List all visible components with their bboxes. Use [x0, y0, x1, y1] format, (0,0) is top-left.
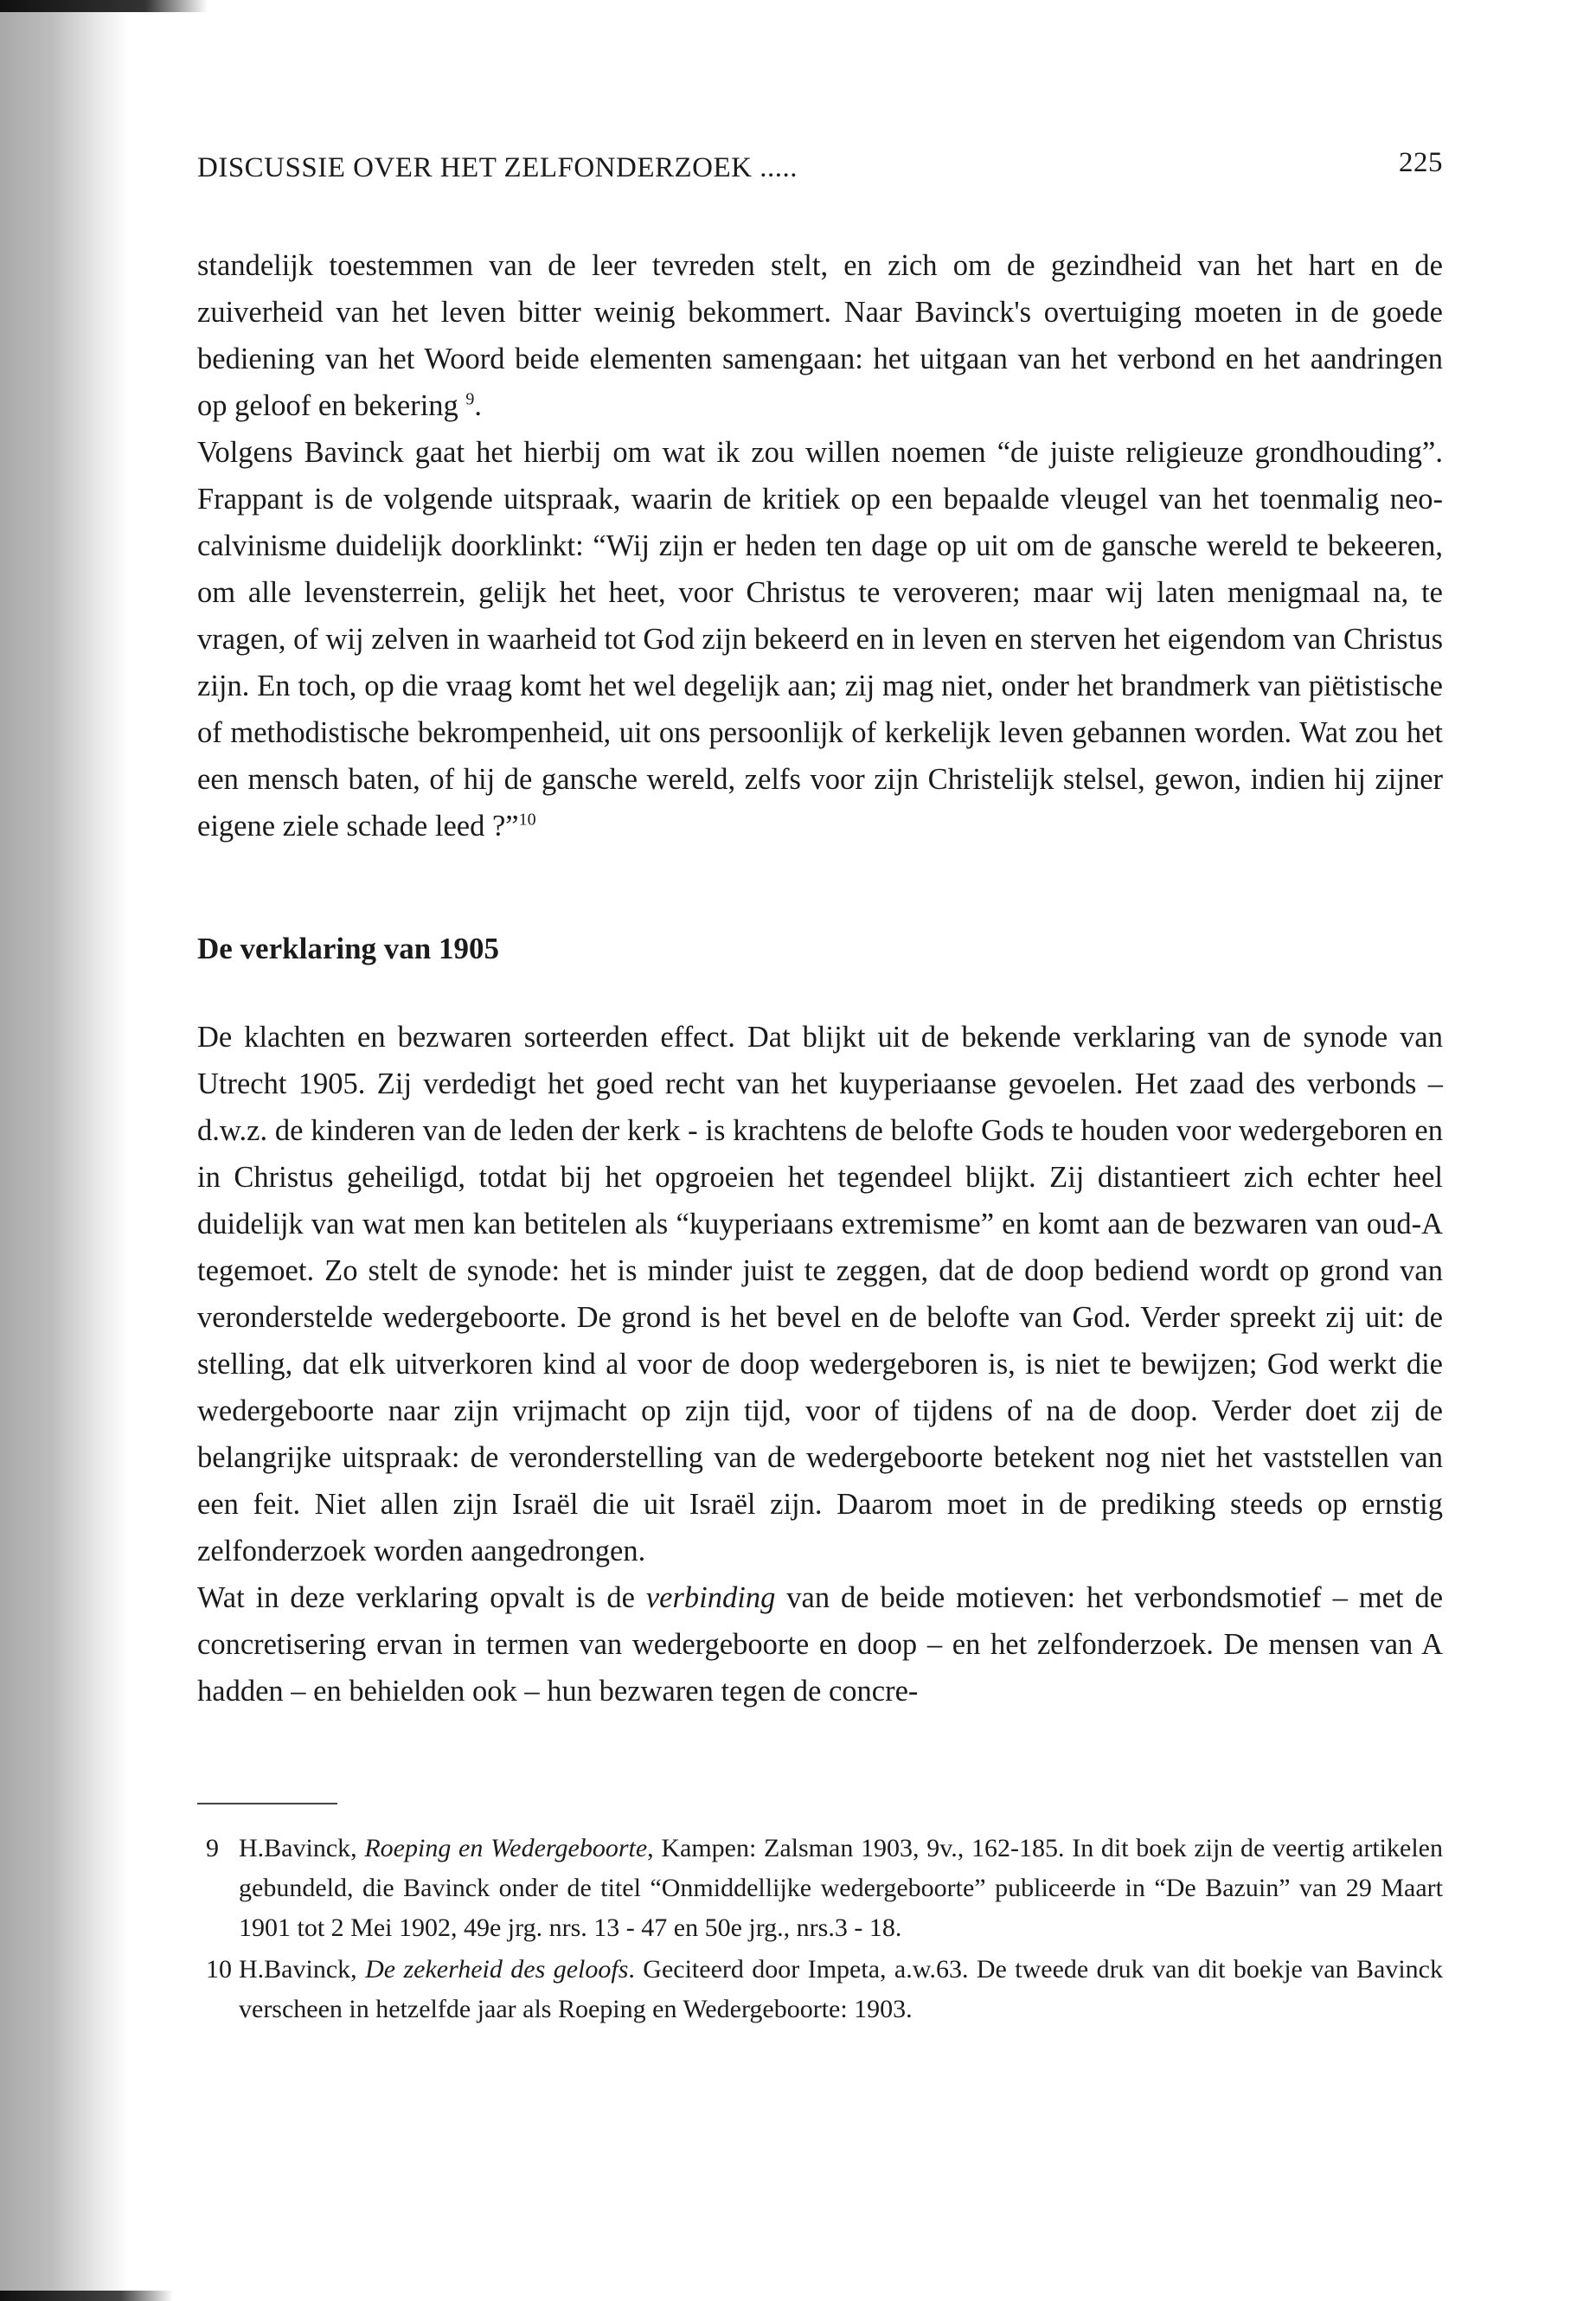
- scan-edge-bottom: [0, 2291, 173, 2301]
- footnote-divider: [197, 1803, 337, 1804]
- paragraph-4: Wat in deze verklaring opvalt is de verbinding van de beide motieven: het verbondsmotief – met de concretisering ervan in termen van wedergeboorte en doop – en het zelfonderzoek. De mensen van A hadden – en behielden ook – hun bezwaren tegen de concre-: [197, 1581, 1444, 1708]
- paragraph-2: Volgens Bavinck gaat het hierbij om wat ik zou willen noemen “de juiste religieuze grondhouding”. Frappant is de volgende uitspraak, waarin de kritiek op een bepaalde vleugel van het toenmalig neo-calvinisme duidelijk doorklinkt: “Wij zijn er heden ten dage op uit om de gansche wereld te bekeeren, om alle levensterrein, gelijk het heet, voor Christus te veroveren; maar wij laten menigmaal na, te vragen, of wij zelven in waarheid tot God zijn bekeerd en in leven en sterven het eigendom van Christus zijn. En toch, op die vraag komt het wel degelijk aan; zij mag niet, onder het brandmerk van piëtistische of methodistische bekrompenheid, uit ons persoonlijk of kerkelijk leven gebannen worden. Wat zou het een mensch baten, of hij de gansche wereld, zelfs voor zijn Christelijk stelsel, gewon, indien hij zijner eigene ziele schade leed ?”$^{10}$: [197, 436, 1443, 843]
- book-page: [197, 147, 1443, 2031]
- footnote-title: De zekerheid des geloofs: [365, 1955, 629, 1984]
- footnote-ref-9: 9: [465, 389, 475, 409]
- footnote-number: 9: [206, 1834, 219, 1862]
- running-head-title: DISCUSSIE OVER HET ZELFONDERZOEK .....: [197, 152, 798, 183]
- page-number: 225: [1399, 147, 1443, 178]
- page-gutter-shadow: [0, 0, 130, 2301]
- section-heading: De verklaring van 1905: [197, 932, 500, 965]
- body-text: [197, 242, 1443, 1715]
- paragraph-1: standelijk toestemmen van de leer tevreden stelt, en zich om de gezindheid van het hart en de zuiverheid van het leven bitter weinig bekommert. Naar Bavinck's overtuiging moeten in de goede bediening van het Woord beide elementen samengaan: het uitgaan van het verbond en het aandringen op geloof en bekering $^9$.: [197, 249, 1443, 422]
- footnote-number: 10: [206, 1955, 232, 1984]
- footnote-title: Roeping en Wedergeboorte: [364, 1834, 648, 1862]
- footnote-9: 9 H.Bavinck, Roeping en Wedergeboorte, Kampen: Zalsman 1903, 9v., 162-185. In dit boek zijn de veertig artikelen gebundeld, die Bavinck onder de titel “Onmiddellijke wedergeboorte” publiceerde in “De Bazuin” van 29 Maart 1901 tot 2 Mei 1902, 49e jrg. nrs. 13 - 47 en 50e jrg., nrs.3 - 18.: [197, 1829, 1443, 1948]
- footnote-10: 10 H.Bavinck, De zekerheid des geloofs. Geciteerd door Impeta, a.w.63. De tweede druk van dit boekje van Bavinck verscheen in hetzelfde jaar als Roeping en Wedergeboorte: 1903.: [197, 1950, 1443, 2029]
- paragraph-3: De klachten en bezwaren sorteerden effect. Dat blijkt uit de bekende verklaring van de synode van Utrecht 1905. Zij verdedigt het goed recht van het kuyperiaanse gevoelen. Het zaad des verbonds – d.w.z. de kinderen van de leden der kerk - is krachtens de belofte Gods te houden voor wedergeboren en in Christus geheiligd, totdat bij het opgroeien het tegendeel blijkt. Zij distantieert zich echter heel duidelijk van wat men kan betitelen als “kuyperiaans extremisme” en komt aan de bezwaren van oud-A tegemoet. Zo stelt de synode: het is minder juist te zeggen, dat de doop bediend wordt op grond van veronderstelde wedergeboorte. De grond is het bevel en de belofte van God. Verder spreekt zij uit: de stelling, dat elk uitverkoren kind al voor de doop wedergeboren is, is niet te bewijzen; God werkt die wedergeboorte naar zijn vrijmacht op zijn tijd, voor of tijdens of na de doop. Verder doet zij de belangrijke uitspraak: de veronderstelling van de wedergeboorte betekent nog niet het vaststellen van een feit. Niet allen zijn Israël die uit Israël zijn. Daarom moet in de prediking steeds op ernstig zelfonderzoek worden aangedrongen.: [197, 1021, 1443, 1567]
- emphasis-verbinding: verbinding: [645, 1581, 776, 1614]
- footnote-ref-10: 10: [518, 810, 536, 830]
- scan-edge-top: [0, 0, 208, 12]
- running-head: [197, 147, 1443, 199]
- footnotes: [197, 1829, 1443, 2029]
